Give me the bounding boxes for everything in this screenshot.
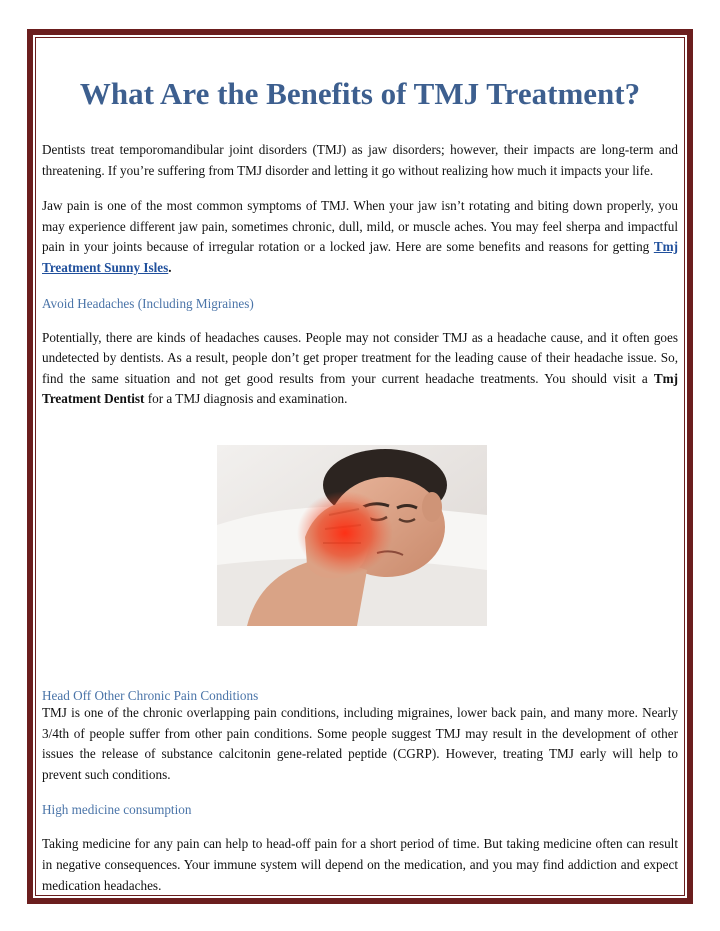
tmj-treatment-sunny-isles-link[interactable]: Tmj Treatment Sunny Isles (42, 239, 678, 275)
headaches-text-end: for a TMJ diagnosis and examination. (144, 391, 348, 407)
medicine-paragraph: Taking medicine for any pain can help to head-off pain for a short period of time. But taking medicine often can result in negative consequences. Your immune system will depend on the medication, and you may find addiction and expect medication headaches. (42, 836, 678, 893)
headaches-text: Potentially, there are kinds of headaches causes. People may not consider TMJ as a headache cause, and it often goes undetected by dentists. As a result, people don’t get proper treatment for the leading cause of their headache issue. So, find the same situation and not get good results from your current headache treatments. You should visit a (42, 329, 678, 386)
chronic-pain-paragraph: TMJ is one of the chronic overlapping pain conditions, including migraines, lower back pain, and many more. Nearly 3/4th of people suffer from other pain conditions. Some people suggest TMJ may result in the development of other issues the release of substance calcitonin gene-related peptide (CGRP). However, treating TMJ early will help to prevent such conditions. (42, 705, 678, 782)
tmj-treatment-dentist-text: Tmj Treatment Dentist (42, 370, 678, 407)
headaches-paragraph (42, 328, 678, 410)
section-heading-medicine: High medicine consumption (42, 802, 192, 818)
jaw-pain-text: Jaw pain is one of the most common symptoms of TMJ. When your jaw isn’t rotating and biting down properly, you may experience different jaw pain, sometimes chronic, dull, mild, or muscle aches. You may feel sherpa and impactful pain in your joints because of irregular rotation or a locked jaw. Here are some benefits and reasons for getting (42, 198, 678, 255)
section-heading-chronic-pain: Head Off Other Chronic Pain Conditions (42, 688, 259, 703)
jaw-pain-end: . (168, 259, 172, 275)
jaw-pain-paragraph (42, 196, 678, 278)
lower-sections (42, 703, 678, 896)
page-title: What Are the Benefits of TMJ Treatment? (79, 76, 641, 111)
man-with-jaw-pain-photo (217, 445, 487, 626)
document-body (42, 36, 678, 410)
intro-paragraph: Dentists treat temporomandibular joint disorders (TMJ) as jaw disorders; however, their impacts are long-term and threatening. If you’re suffering from TMJ disorder and letting it go without realizing how much it impacts your life. (42, 142, 678, 178)
section-heading-headaches: Avoid Headaches (Including Migraines) (42, 295, 254, 311)
